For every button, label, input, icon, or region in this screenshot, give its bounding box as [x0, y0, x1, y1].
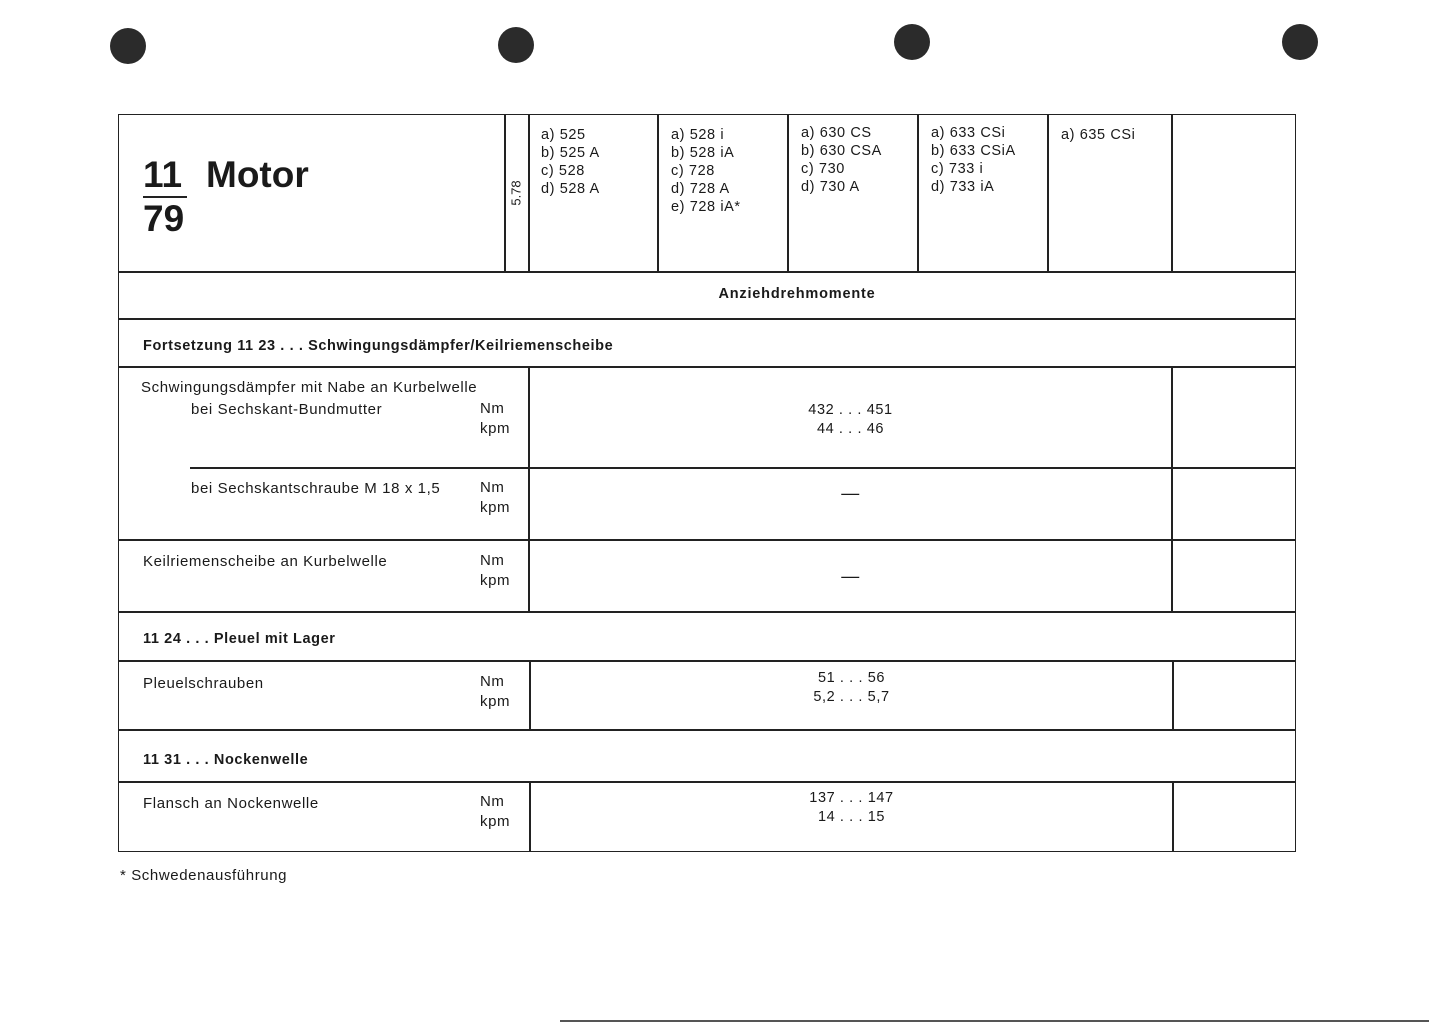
- group-divider: [118, 611, 1296, 613]
- value-column-right-line: [1171, 366, 1173, 612]
- unit-labels: [480, 672, 510, 712]
- header-divider: [528, 114, 530, 272]
- group1-heading-bottom-line: [118, 366, 1296, 368]
- group-heading: Fortsetzung 11 23 . . . Schwingungsdämpfer/Keilriemenscheibe: [143, 338, 614, 354]
- row-label: Pleuelschrauben: [143, 675, 264, 692]
- model-column-1: [541, 126, 600, 198]
- value-nm: 137 . . . 147: [809, 790, 894, 806]
- unit-kpm: kpm: [480, 420, 511, 437]
- model-entry: d) 733 iA: [931, 179, 995, 195]
- unit-kpm: kpm: [480, 499, 511, 516]
- row-sublabel: bei Sechskant-Bundmutter: [191, 401, 383, 418]
- row-label: Flansch an Nockenwelle: [143, 795, 319, 812]
- torque-value: —: [841, 483, 860, 503]
- group-heading-bottom-line: [118, 660, 1296, 662]
- row-sublabel: bei Sechskantschraube M 18 x 1,5: [191, 480, 441, 497]
- model-entry: b) 633 CSiA: [931, 143, 1016, 159]
- group-heading: 11 31 . . . Nockenwelle: [143, 752, 309, 768]
- model-entry: b) 528 iA: [671, 145, 735, 161]
- model-column-4: [931, 124, 1016, 196]
- torque-value: [530, 669, 1173, 707]
- model-entry: c) 528: [541, 163, 585, 179]
- row-divider: [190, 467, 1296, 469]
- torque-value: [530, 401, 1171, 439]
- model-entry: c) 733 i: [931, 161, 984, 177]
- row-label: Keilriemenscheibe an Kurbelwelle: [143, 553, 388, 570]
- model-entry: d) 730 A: [801, 179, 860, 195]
- punch-hole: [894, 24, 930, 60]
- value-nm: 432 . . . 451: [808, 402, 893, 418]
- header-bottom-line: [118, 271, 1296, 273]
- value-kpm: 14 . . . 15: [817, 809, 886, 825]
- header-divider: [917, 114, 919, 272]
- group-heading-bottom-line: [118, 781, 1296, 783]
- unit-labels: [480, 792, 510, 832]
- model-column-2: [671, 126, 741, 216]
- punch-hole: [498, 27, 534, 63]
- header-divider: [787, 114, 789, 272]
- header-divider: [1171, 114, 1173, 272]
- model-column-5: [1061, 126, 1136, 144]
- group-divider: [118, 729, 1296, 731]
- model-entry: a) 525: [541, 127, 586, 143]
- row-label: Schwingungsdämpfer mit Nabe an Kurbelwelle: [141, 379, 478, 396]
- value-kpm: 44 . . . 46: [816, 421, 885, 437]
- torque-value: [530, 789, 1173, 827]
- footnote: * Schwedenausführung: [120, 867, 288, 884]
- value-nm: 51 . . . 56: [817, 670, 886, 686]
- page-title: Motor: [206, 154, 309, 195]
- punch-hole: [1282, 24, 1318, 60]
- unit-labels: [480, 478, 510, 518]
- section-title-bottom-line: [118, 318, 1296, 320]
- header-divider: [657, 114, 659, 272]
- edition-date: 5.78: [508, 180, 524, 206]
- model-column-3: [801, 124, 882, 196]
- unit-nm: Nm: [480, 552, 505, 569]
- model-entry: b) 525 A: [541, 145, 600, 161]
- unit-nm: Nm: [480, 400, 505, 417]
- unit-nm: Nm: [480, 673, 505, 690]
- section-title: Anziehdrehmomente: [718, 286, 876, 302]
- unit-nm: Nm: [480, 479, 505, 496]
- unit-labels: [480, 399, 510, 439]
- model-entry: a) 528 i: [671, 127, 725, 143]
- row-divider: [118, 539, 1296, 541]
- punch-hole: [110, 28, 146, 64]
- model-entry: a) 630 CS: [801, 125, 872, 141]
- model-entry: a) 633 CSi: [931, 125, 1006, 141]
- group-heading: 11 24 . . . Pleuel mit Lager: [143, 631, 336, 647]
- scan-edge: [560, 1020, 1429, 1022]
- header-divider: [504, 114, 506, 272]
- header-divider: [1047, 114, 1049, 272]
- model-entry: d) 728 A: [671, 181, 730, 197]
- unit-kpm: kpm: [480, 693, 511, 710]
- model-entry: d) 528 A: [541, 181, 600, 197]
- subgroup-number: 79: [143, 198, 185, 239]
- unit-kpm: kpm: [480, 813, 511, 830]
- model-entry: e) 728 iA*: [671, 199, 741, 215]
- model-entry: c) 728: [671, 163, 715, 179]
- unit-nm: Nm: [480, 793, 505, 810]
- unit-kpm: kpm: [480, 572, 511, 589]
- model-entry: b) 630 CSA: [801, 143, 882, 159]
- value-kpm: 5,2 . . . 5,7: [813, 689, 890, 705]
- group-number: 11: [143, 154, 183, 195]
- model-entry: a) 635 CSi: [1061, 127, 1136, 143]
- unit-labels: [480, 551, 510, 591]
- torque-value: —: [841, 566, 860, 586]
- model-entry: c) 730: [801, 161, 845, 177]
